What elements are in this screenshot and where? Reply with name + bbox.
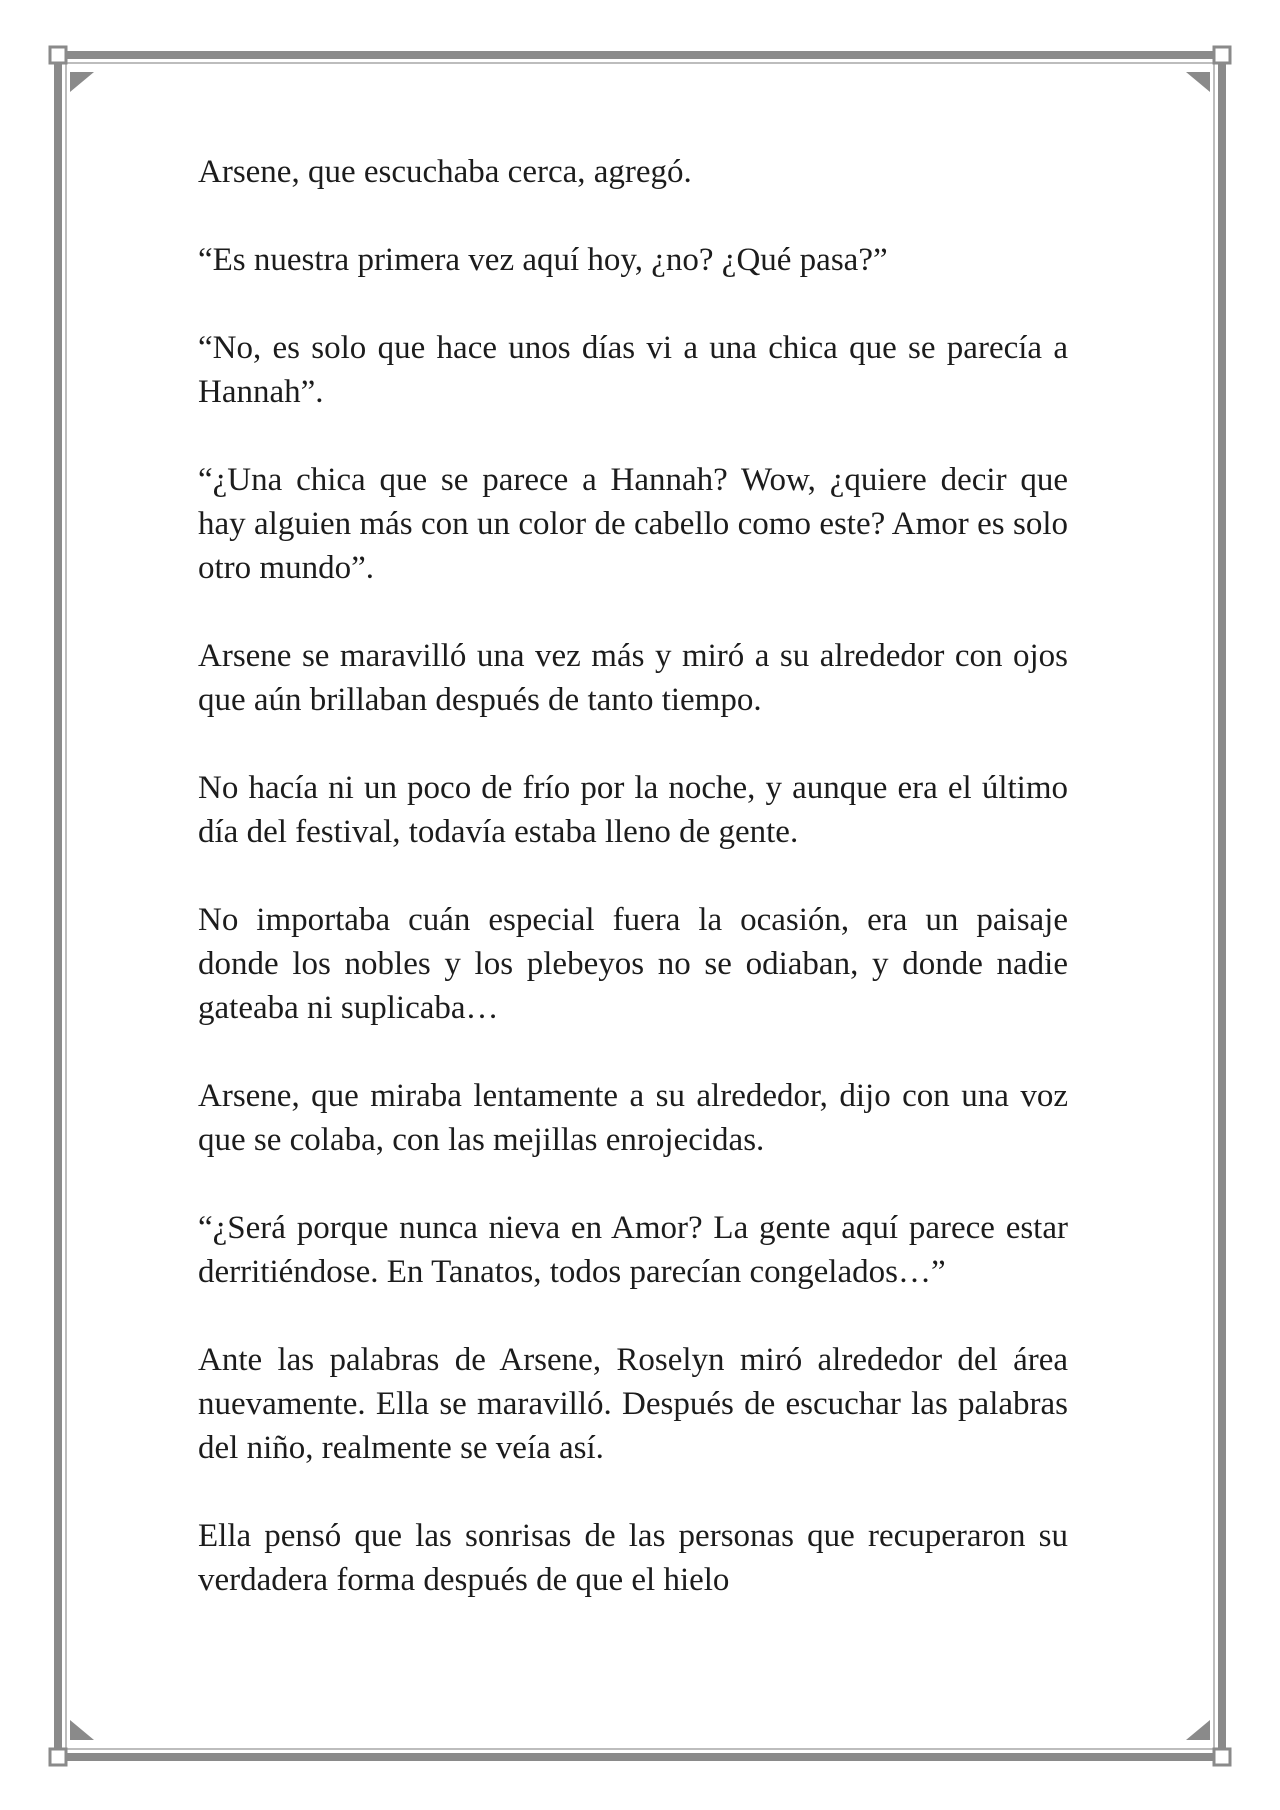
paragraph: Arsene se maravilló una vez más y miró a su alrededor con ojos que aún brillaban después de tanto tiempo.	[198, 638, 1068, 718]
paragraph: “No, es solo que hace unos días vi a una chica que se parecía a Hannah”.	[198, 330, 1068, 410]
paragraph: Ella pensó que las sonrisas de las personas que recuperaron su verdadera forma después de que el hielo	[198, 1518, 1068, 1598]
paragraph: “¿Una chica que se parece a Hannah? Wow, ¿quiere decir que hay alguien más con un color de cabello como este? Amor es solo otro mundo”.	[198, 462, 1068, 586]
paragraph: Arsene, que miraba lentamente a su alrededor, dijo con una voz que se colaba, con las mejillas enrojecidas.	[198, 1078, 1068, 1158]
body-text	[198, 150, 1068, 1602]
paragraph: “¿Será porque nunca nieva en Amor? La gente aquí parece estar derritiéndose. En Tanatos, todos parecían congelados…”	[198, 1210, 1068, 1290]
paragraph: Arsene, que escuchaba cerca, agregó.	[198, 154, 692, 190]
paragraph: No hacía ni un poco de frío por la noche, y aunque era el último día del festival, todavía estaba lleno de gente.	[198, 770, 1068, 850]
paragraph: No importaba cuán especial fuera la ocasión, era un paisaje donde los nobles y los plebeyos no se odiaban, y donde nadie gateaba ni suplicaba…	[198, 902, 1068, 1026]
paragraph: Ante las palabras de Arsene, Roselyn miró alrededor del área nuevamente. Ella se maravilló. Después de escuchar las palabras del niño, realmente se veía así.	[198, 1342, 1068, 1466]
paragraph: “Es nuestra primera vez aquí hoy, ¿no? ¿Qué pasa?”	[198, 242, 888, 278]
